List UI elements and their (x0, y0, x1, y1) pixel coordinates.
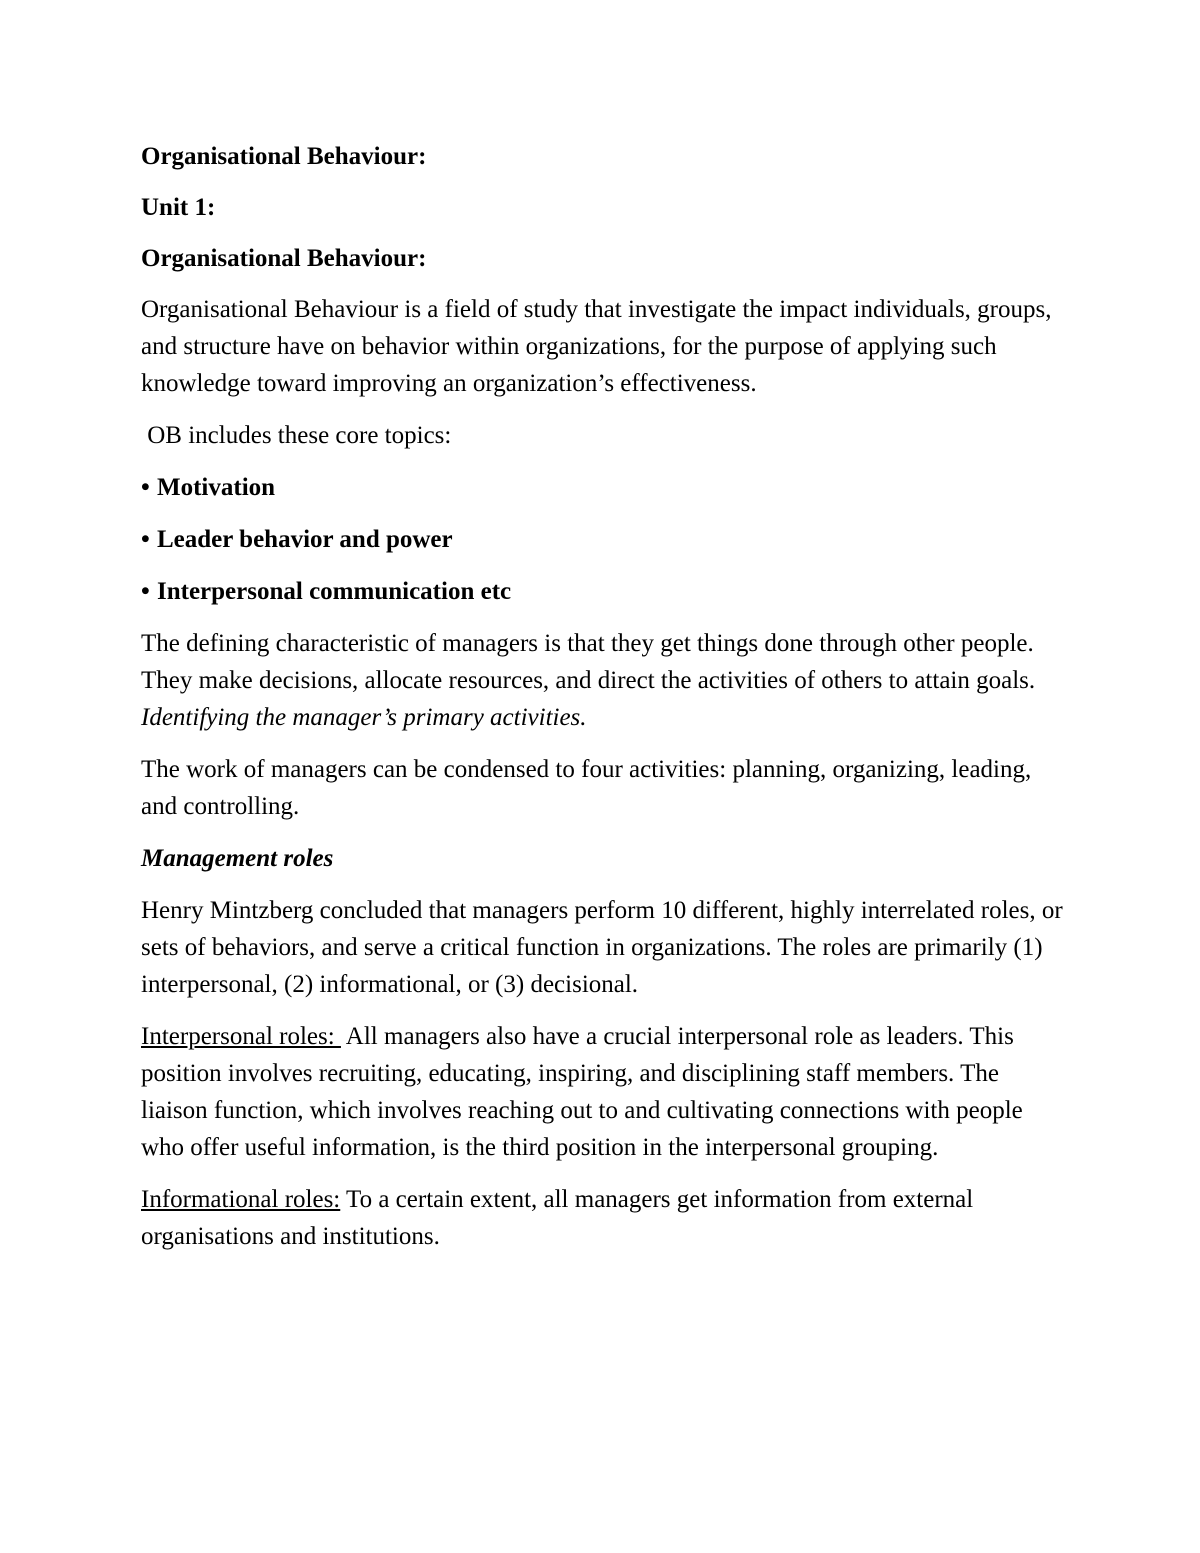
informational-roles-label: Informational roles: (141, 1186, 341, 1213)
section-heading: Organisational Behaviour: (141, 245, 427, 272)
bullet-marker: • (141, 578, 150, 605)
definition-paragraph: Organisational Behaviour is a field of study that investigate the impact individuals, groups, and structure have on behavior within organizations, for the purpose of applying such knowledge toward improving an organization’s effectiveness. (141, 296, 1052, 397)
topic-label: Leader behavior and power (157, 526, 453, 553)
topic-bullet-2 (141, 521, 1066, 558)
bullet-marker: • (141, 526, 150, 553)
bullet-marker: • (141, 474, 150, 501)
topic-bullet-3 (141, 573, 1066, 610)
mintzberg-paragraph: Henry Mintzberg concluded that managers perform 10 different, highly interrelated roles, or sets of behaviors, and serve a critical function in organizations. The roles are primarily (1) interpersonal, (2) informational, or (3) decisional. (141, 897, 1063, 998)
interpersonal-roles-paragraph (141, 1018, 1066, 1166)
managers-text: The defining characteristic of managers is that they get things done through other people. They make decisions, allocate resources, and direct the activities of others to attain goals. (141, 630, 1036, 694)
topic-label: Motivation (157, 474, 276, 501)
managers-paragraph (141, 625, 1066, 736)
document-body (141, 138, 1066, 1270)
topic-label: Interpersonal communication etc (157, 578, 512, 605)
informational-roles-text: To a certain extent, all managers get information from external organisations and institutions. (141, 1186, 974, 1250)
interpersonal-roles-label: Interpersonal roles: (141, 1023, 341, 1050)
unit-heading: Unit 1: (141, 194, 216, 221)
ob-topics-intro: OB includes these core topics: (141, 422, 452, 449)
informational-roles-paragraph (141, 1181, 1066, 1255)
interpersonal-roles-text: All managers also have a crucial interpersonal role as leaders. This position involves recruiting, educating, inspiring, and disciplining staff members. The liaison function, which involves reaching out to and cultivating connections with people who offer useful information, is the third position in the interpersonal grouping. (141, 1023, 1023, 1161)
work-paragraph: The work of managers can be condensed to four activities: planning, organizing, leading, and controlling. (141, 756, 1032, 820)
document-title: Organisational Behaviour: (141, 143, 427, 170)
management-roles-heading: Management roles (141, 845, 334, 872)
topic-bullet-1 (141, 469, 1066, 506)
managers-italic-note: Identifying the manager’s primary activities. (141, 704, 587, 731)
